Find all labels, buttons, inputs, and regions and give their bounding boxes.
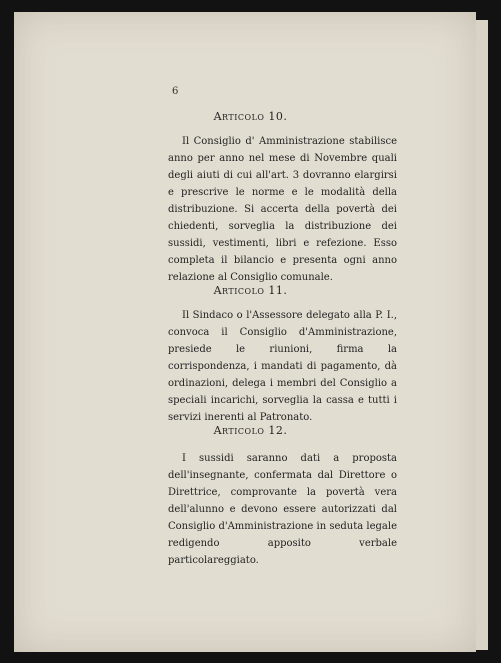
article-11-text: Il Sindaco o l'Assessore delegato alla P. I., convoca il Consiglio d'Amministrazione, presiede le riunioni, firma la corrispondenza, i mandati di pagamento, dà ordinazioni, delega i membri del Consiglio a speciali incarichi, sorveglia la cassa e tutti i servizi inerenti al Patronato. [168,310,397,423]
article-10-heading: Articolo 10. [213,110,288,123]
article-12-text: I sussidi saranno dati a proposta dell'insegnante, confermata dal Direttore o Direttrice, comprovante la povertà vera dell'alunno e devono essere autorizzati dal Consiglio d'Amministrazione in seduta legale redigendo apposito verbale particolareggiato. [168,453,397,566]
article-11-heading: Articolo 11. [213,284,288,297]
article-12-heading: Articolo 12. [213,424,288,437]
article-10-text: Il Consiglio d' Amministrazione stabilisce anno per anno nel mese di Novembre quali degli aiuti di cui all'art. 3 dovranno elargirsi e prescrive le norme e le modalità della distribuzione. Si accerta della povertà dei chiedenti, sorveglia la distribuzione dei sussidi, vestimenti, libri e refezione. Esso completa il bilancio e presenta ogni anno relazione al Consiglio comunale. [168,136,397,283]
page-number: 6 [172,86,179,97]
